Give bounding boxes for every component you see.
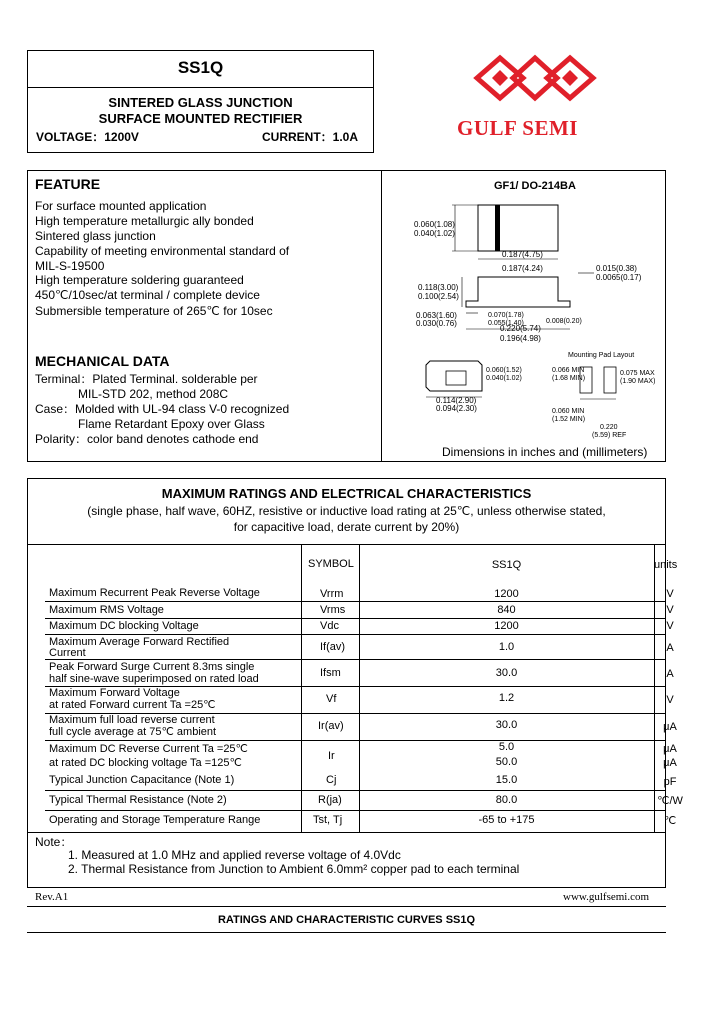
note-item: 1. Measured at 1.0 MHz and applied reverse voltage of 4.0Vdc (68, 848, 401, 862)
table-row-value: 5.0 (498, 741, 515, 753)
table-row-symbol: Ir(av) (318, 720, 344, 732)
mechanical-line: Flame Retardant Epoxy over Glass (78, 417, 265, 431)
feature-item: Capability of meeting environmental standard of (35, 244, 290, 258)
table-row-param: Maximum Average Forward Rectified (49, 636, 230, 648)
note-heading: Note： (35, 835, 73, 849)
table-row-unit: A (666, 642, 674, 654)
column-header-symbol: SYMBOL (308, 558, 354, 570)
dim-label: 0.118(3.00) (418, 283, 459, 292)
dim-label: 0.075 MAX (620, 370, 655, 377)
table-row-param: half sine-wave superimposed on rated load (49, 673, 259, 685)
footer-rule (27, 906, 666, 907)
dimensions-caption: Dimensions in inches and (millimeters) (442, 445, 648, 459)
dim-label: (5.59) REF (592, 432, 627, 439)
table-row-param: Maximum Recurrent Peak Reverse Voltage (49, 587, 260, 599)
table-row-symbol: Cj (326, 774, 337, 786)
dim-label: 0.187(4.24) (502, 264, 543, 273)
website-url: www.gulfsemi.com (563, 891, 650, 903)
footer-rule (27, 932, 666, 933)
feature-item: 450℃/10sec/at terminal / complete device (35, 288, 260, 302)
dim-label: 0.055(1.40) (488, 320, 524, 327)
table-row-unit: ℃ (663, 815, 677, 827)
table-rule (45, 634, 666, 635)
dim-label: 0.063(1.60) (416, 311, 457, 320)
table-rule (27, 832, 666, 833)
dim-label: 0.220 (600, 424, 618, 431)
table-row-unit: μA (663, 743, 677, 755)
table-row-value: 30.0 (495, 667, 518, 679)
dim-label: 0.094(2.30) (436, 404, 477, 413)
table-row-param: Maximum Forward Voltage (49, 687, 180, 699)
feature-item: MIL-S-19500 (35, 259, 105, 273)
column-header-units: units (654, 559, 678, 571)
table-row-value: 15.0 (495, 774, 518, 786)
feature-item: High temperature metallurgic ally bonded (35, 214, 254, 228)
table-row-value: 80.0 (495, 794, 518, 806)
table-row-param: Maximum RMS Voltage (49, 604, 164, 616)
mechanical-line: Polarity：color band denotes cathode end (35, 432, 259, 446)
table-row-param: Maximum DC Reverse Current Ta =25℃ (49, 743, 248, 755)
table-rule (45, 601, 666, 602)
table-row-unit: μA (663, 757, 677, 769)
dim-label: 0.187(4.75) (502, 250, 543, 259)
voltage-label: VOLTAGE：1200V (36, 130, 139, 144)
mechanical-heading: MECHANICAL DATA (35, 353, 170, 369)
table-row-symbol: Ir (328, 750, 335, 762)
package-outline-drawing (382, 195, 665, 443)
table-row-unit: V (666, 694, 674, 706)
table-row-value: 1.2 (498, 692, 515, 704)
ratings-subtitle-1: (single phase, half wave, 60HZ, resistive or inductive load rating at 25℃, unless otherwise stated, (87, 504, 606, 518)
curves-title: RATINGS AND CHARACTERISTIC CURVES SS1Q (217, 914, 476, 926)
dim-label: 0.040(1.02) (414, 229, 455, 238)
feature-item: For surface mounted application (35, 199, 207, 213)
dim-label: 0.114(2.90) (436, 396, 477, 405)
mechanical-line: Terminal：Plated Terminal. solderable per (35, 372, 258, 386)
dim-label: 0.008(0.20) (546, 318, 582, 325)
dim-label: 0.030(0.76) (416, 319, 457, 328)
table-rule (27, 544, 666, 545)
table-row-param: Maximum full load reverse current (49, 714, 215, 726)
column-header-part: SS1Q (491, 559, 522, 571)
table-row-unit: V (666, 588, 674, 600)
mechanical-line: Case：Molded with UL-94 class V-0 recognized (35, 402, 290, 416)
dim-label: 0.040(1.02) (486, 375, 522, 382)
table-rule (45, 790, 666, 791)
table-row-param: Operating and Storage Temperature Range (49, 814, 261, 826)
table-row-param: Peak Forward Surge Current 8.3ms single (49, 661, 255, 673)
table-row-symbol: Vdc (320, 620, 339, 632)
current-label: CURRENT：1.0A (262, 130, 359, 144)
table-row-symbol: Vrms (320, 604, 346, 616)
dim-label: (1.90 MAX) (620, 378, 656, 385)
note-item: 2. Thermal Resistance from Junction to Ambient 6.0mm² copper pad to each terminal (68, 862, 520, 876)
table-row-param: Maximum DC blocking Voltage (49, 620, 199, 632)
feature-item: High temperature soldering guaranteed (35, 273, 244, 287)
table-row-value: 50.0 (495, 756, 518, 768)
dim-label: 0.060(1.08) (414, 220, 455, 229)
dim-label: 0.060 MIN (552, 408, 585, 415)
dim-label: 0.066 MIN (552, 367, 585, 374)
table-rule (45, 810, 666, 811)
table-row-param: Current (49, 647, 86, 659)
feature-item: Submersible temperature of 265℃ for 10sec (35, 304, 273, 318)
dim-label: 0.220(5.74) (500, 324, 541, 333)
table-row-symbol: Ifsm (320, 667, 341, 679)
ratings-title: MAXIMUM RATINGS AND ELECTRICAL CHARACTERISTICS (161, 486, 532, 501)
table-row-unit: V (666, 620, 674, 632)
feature-item: Sintered glass junction (35, 229, 156, 243)
brand-name: GULF SEMI (457, 116, 578, 140)
part-number: SS1Q (177, 58, 224, 77)
table-row-symbol: Tst, Tj (313, 814, 343, 826)
gulf-semi-logo-icon (455, 50, 615, 112)
mechanical-line: MIL-STD 202, method 208C (78, 387, 229, 401)
feature-heading: FEATURE (35, 176, 101, 192)
table-row-value: 1.0 (498, 641, 515, 653)
table-row-unit: pF (663, 776, 677, 788)
table-rule (45, 659, 666, 660)
table-row-unit: A (666, 668, 674, 680)
package-title: GF1/ DO-214BA (494, 180, 576, 192)
ratings-subtitle-2: for capacitive load, derate current by 20%) (233, 520, 460, 534)
table-row-symbol: R(ja) (318, 794, 342, 806)
dim-label: (1.52 MIN) (552, 416, 586, 423)
table-row-symbol: Vf (326, 693, 337, 705)
table-row-unit: V (666, 604, 674, 616)
table-row-value: 840 (497, 604, 516, 616)
table-rule (45, 618, 666, 619)
table-row-value: 1200 (494, 620, 519, 632)
table-row-unit: μA (663, 721, 677, 733)
table-row-symbol: If(av) (320, 641, 346, 653)
table-row-unit: ℃/W (657, 795, 683, 807)
table-row-value: 30.0 (495, 719, 518, 731)
dim-label: 0.015(0.38) (596, 264, 637, 273)
dim-label: 0.100(2.54) (418, 292, 459, 301)
dim-label: 0.060(1.52) (486, 367, 522, 374)
table-row-symbol: Vrrm (320, 588, 344, 600)
title-line-2: SURFACE MOUNTED RECTIFIER (98, 111, 303, 126)
table-row-param: Typical Junction Capacitance (Note 1) (49, 774, 235, 786)
dim-label: (1.68 MIN) (552, 375, 586, 382)
revision-label: Rev.A1 (35, 891, 69, 903)
title-line-1: SINTERED GLASS JUNCTION (108, 95, 293, 110)
table-row-param: at rated DC blocking voltage Ta =125℃ (49, 757, 242, 769)
table-row-value: 1200 (494, 588, 519, 600)
table-row-param: at rated Forward current Ta =25℃ (49, 699, 216, 711)
table-row-param: Typical Thermal Resistance (Note 2) (49, 794, 227, 806)
table-row-param: full cycle average at 75℃ ambient (49, 726, 217, 738)
dim-label: 0.0065(0.17) (596, 273, 642, 282)
table-row-value: -65 to +175 (478, 814, 535, 826)
pad-layout-title: Mounting Pad Layout (568, 352, 635, 359)
dim-label: 0.196(4.98) (500, 334, 541, 343)
dim-label: 0.070(1.78) (488, 312, 524, 319)
